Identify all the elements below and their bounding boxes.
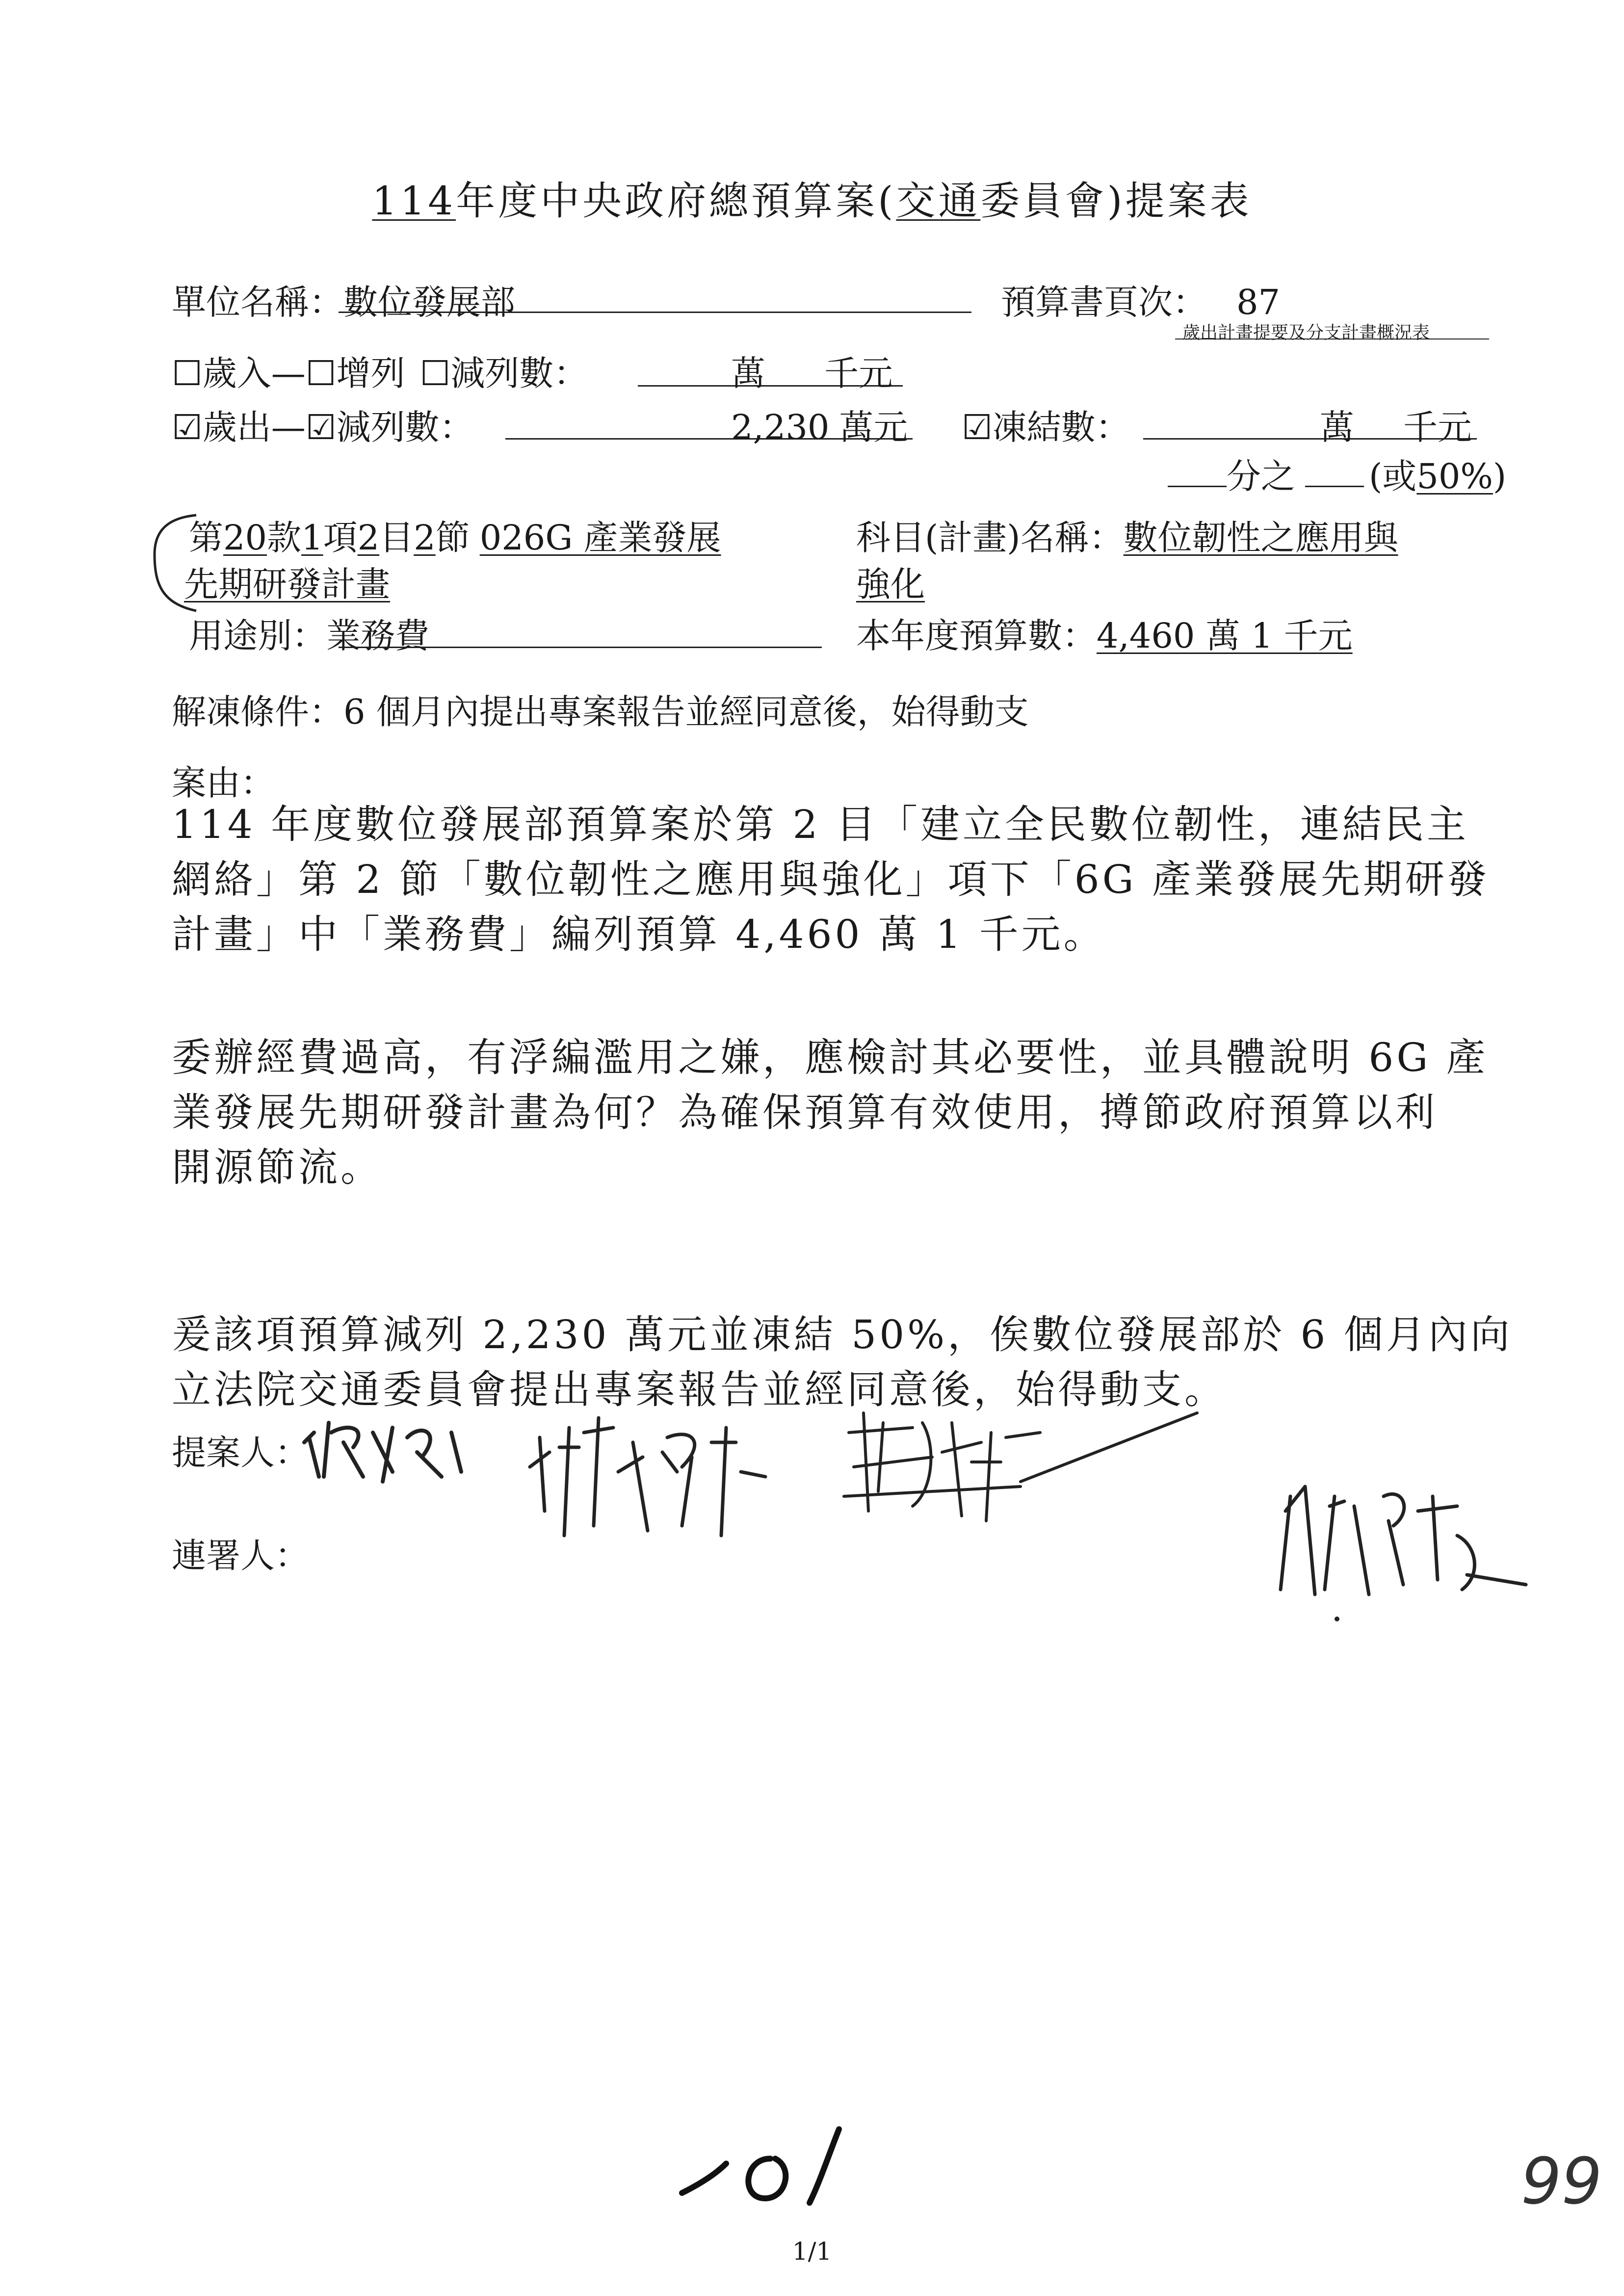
usage-value: 業務費 — [326, 616, 429, 656]
reason-line: 委辦經費過高，有浮編濫用之嫌，應檢討其必要性，並具體說明 6G 產 — [172, 1035, 1489, 1080]
project-name-line2: 先期研發計畫 — [184, 564, 390, 604]
reason-line: 爰該項預算減列 2,230 萬元並凍結 50%，俟數位發展部於 6 個月內向 — [172, 1312, 1513, 1357]
ratio-close: ) — [1493, 456, 1507, 496]
usage-underline — [339, 647, 822, 648]
freeze-label: 凍結數： — [992, 407, 1130, 447]
title-year: 114 — [372, 178, 456, 224]
ratio-mid: 分之 — [1227, 456, 1295, 496]
page-number: 1/1 — [792, 2237, 832, 2266]
decrease-box: ☐ — [419, 353, 451, 393]
reason-line: 114 年度數位發展部預算案於第 2 目「建立全民數位韌性，連結民主 — [172, 802, 1469, 847]
budget-page-note: 歲出計畫提要及分支計畫概況表 — [1182, 323, 1430, 343]
annual-budget-value: 4,460 萬 1 千元 — [1097, 616, 1353, 656]
annual-budget-row — [856, 608, 1353, 658]
revenue-unit-wan: 萬 — [731, 353, 765, 393]
reason-paragraph-1 — [172, 797, 1490, 962]
reduce-amount-row — [731, 400, 908, 449]
ratio-open: (或 — [1369, 456, 1417, 496]
stamp-number — [672, 2119, 878, 2213]
increase-label: 增列 — [336, 353, 405, 393]
subject-line2: 強化 — [856, 564, 925, 604]
budget-page-label: 預算書頁次： — [1001, 282, 1207, 322]
reason-line: 立法院交通委員會提出專案報告並經同意後，始得動支。 — [172, 1367, 1227, 1412]
usage-row — [189, 608, 429, 658]
ratio-blank-2 — [1305, 486, 1364, 487]
unfreeze-label: 解凍條件： — [172, 692, 343, 732]
usage-label: 用途別： — [189, 616, 326, 656]
ratio-percent: 50% — [1416, 456, 1493, 496]
reason-line: 開源節流。 — [172, 1145, 383, 1190]
decrease-label: 減列數： — [450, 353, 588, 393]
reason-line: 網絡」第 2 節「數位韌性之應用與強化」項下「6G 產業發展先期研發 — [172, 857, 1490, 902]
section-row — [189, 510, 721, 560]
reason-line: 計畫」中「業務費」編列預算 4,460 萬 1 千元。 — [172, 912, 1106, 957]
expenditure-box: ☑ — [172, 407, 203, 447]
subject-row — [856, 510, 1398, 560]
section-mu-label: 目 — [379, 518, 414, 558]
expenditure-label: 歲出— — [202, 407, 306, 447]
budget-page-value: 87 — [1236, 282, 1281, 322]
freeze-row — [962, 400, 1130, 449]
reduce-box: ☑ — [305, 407, 337, 447]
reason-paragraph-2 — [172, 1030, 1489, 1195]
stamp-number-text: 101 — [672, 2119, 673, 2120]
revenue-label: 歲入— — [202, 353, 306, 393]
section-kuan-label: 款 — [267, 518, 302, 558]
subject-line1: 數位韌性之應用與 — [1123, 518, 1398, 558]
reduce-label: 減列數： — [336, 407, 474, 447]
reduce-unit: 萬元 — [839, 407, 908, 447]
subject-label: 科目(計畫)名稱： — [856, 518, 1124, 558]
signature-3 — [834, 1393, 1217, 1531]
section-mu: 2 — [357, 518, 380, 558]
revenue-row — [172, 346, 588, 395]
signature-1 — [294, 1403, 500, 1501]
document-title — [0, 169, 1624, 226]
section-jie-label: 節 — [435, 518, 470, 558]
unfreeze-row — [172, 684, 1029, 734]
proposer-label: 提案人： — [172, 1433, 309, 1473]
unfreeze-value: 6 個月內提出專案報告並經同意後，始得動支 — [343, 692, 1029, 732]
ratio-blank-1 — [1168, 486, 1227, 487]
signature-2 — [520, 1398, 810, 1565]
expenditure-row — [172, 400, 474, 449]
reduce-amount: 2,230 — [731, 407, 830, 447]
unit-label: 單位名稱： — [172, 282, 343, 322]
section-di: 第 — [189, 518, 223, 558]
budget-page-row — [1001, 275, 1280, 324]
signature-4 — [1271, 1467, 1545, 1629]
title-mid: 年度中央政府總預算案( — [456, 178, 896, 224]
annual-budget-label: 本年度預算數： — [856, 616, 1097, 656]
revenue-box: ☐ — [172, 353, 203, 393]
reason-label: 案由： — [172, 763, 275, 803]
increase-box: ☐ — [305, 353, 337, 393]
section-xiang-label: 項 — [323, 518, 358, 558]
title-end: 委員會)提案表 — [980, 178, 1252, 224]
section-xiang: 1 — [301, 518, 323, 558]
project-name-line1: 026G 產業發展 — [479, 518, 721, 558]
section-jie: 2 — [414, 518, 436, 558]
corner-number: 99 — [1521, 2144, 1602, 2218]
unit-row — [172, 275, 515, 324]
freeze-unit-wan: 萬 — [1320, 407, 1354, 447]
cosigner-label: 連署人： — [172, 1536, 309, 1576]
title-committee: 交通 — [896, 178, 981, 224]
freeze-box: ☑ — [962, 407, 993, 447]
freeze-unit-qian: 千元 — [1403, 407, 1472, 447]
unit-value: 數位發展部 — [343, 282, 515, 322]
revenue-unit-qian: 千元 — [824, 353, 893, 393]
ratio-tail — [1369, 449, 1506, 498]
unit-underline — [339, 312, 971, 313]
reason-line: 業發展先期研發計畫為何？為確保預算有效使用，撙節政府預算以利 — [172, 1090, 1438, 1135]
section-kuan: 20 — [223, 518, 267, 558]
